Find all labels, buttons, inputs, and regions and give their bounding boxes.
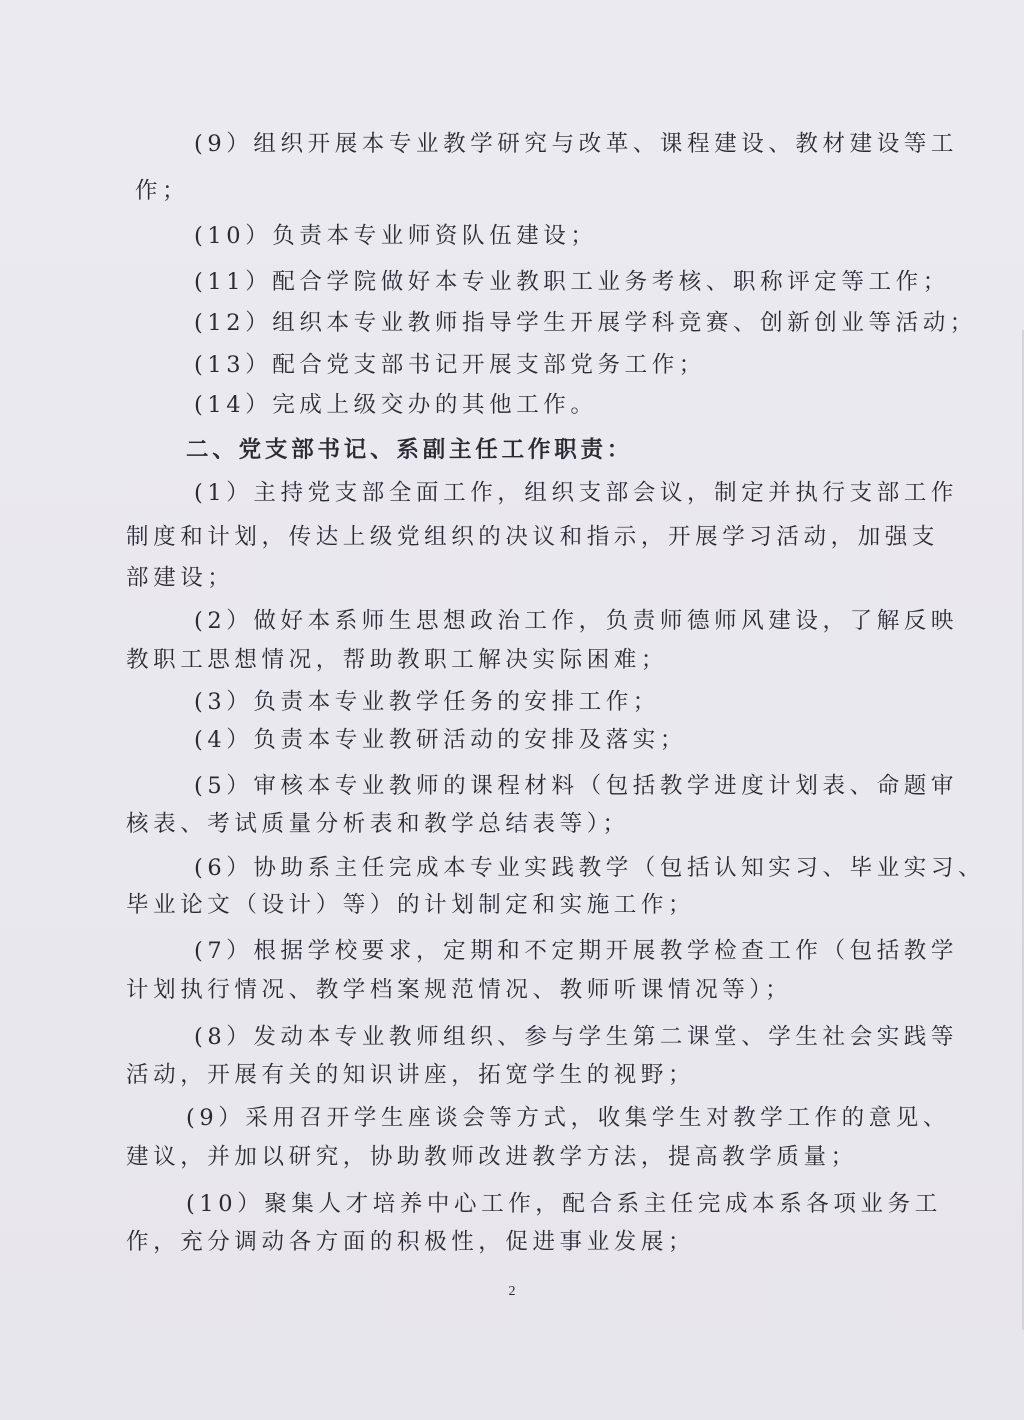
paragraph-line: (7）根据学校要求，定期和不定期开展教学检查工作（包括教学 bbox=[194, 938, 958, 964]
paragraph-line: 毕业论文（设计）等）的计划制定和实施工作； bbox=[126, 892, 696, 918]
paragraph-line: 部建设； bbox=[126, 565, 235, 591]
paragraph-line: (13）配合党支部书记开展支部党务工作； bbox=[194, 352, 706, 378]
paragraph-line: (10）负责本专业师资队伍建设； bbox=[194, 223, 598, 249]
paragraph-line: (9）采用召开学生座谈会等方式，收集学生对教学工作的意见、 bbox=[186, 1105, 950, 1131]
paragraph-line: (10）聚集人才培养中心工作，配合系主任完成本系各项业务工 bbox=[186, 1191, 942, 1217]
paragraph-line: (8）发动本专业教师组织、参与学生第二课堂、学生社会实践等 bbox=[194, 1024, 958, 1050]
paragraph-line: (2）做好本系师生思想政治工作，负责师德师风建设，了解反映 bbox=[194, 608, 958, 634]
paragraph-line: (4）负责本专业教研活动的安排及落实； bbox=[194, 727, 687, 753]
paragraph-line: (6）协助系主任完成本专业实践教学（包括认知实习、毕业实习、 bbox=[194, 855, 986, 881]
paragraph-line: 教职工思想情况，帮助教职工解决实际困难； bbox=[126, 647, 669, 673]
paragraph-line: (12）组织本专业教师指导学生开展学科竞赛、创新创业等活动； bbox=[194, 310, 977, 336]
paragraph-line: 作，充分调动各方面的积极性，促进事业发展； bbox=[126, 1229, 696, 1255]
paragraph-line: 活动，开展有关的知识讲座，拓宽学生的视野； bbox=[126, 1062, 696, 1088]
paragraph-line: (9）组织开展本专业教学研究与改革、课程建设、教材建设等工 bbox=[194, 131, 958, 157]
page-number: 2 bbox=[508, 1284, 516, 1299]
paragraph-line: (5）审核本专业教师的课程材料（包括教学进度计划表、命题审 bbox=[194, 773, 958, 799]
paragraph-line: 作； bbox=[135, 178, 190, 204]
paragraph-line: 建议，并加以研究，协助教师改进教学方法，提高教学质量； bbox=[126, 1144, 858, 1170]
paragraph-line: (1）主持党支部全面工作，组织支部会议，制定并执行支部工作 bbox=[194, 480, 958, 506]
paragraph-line: (3）负责本专业教学任务的安排工作； bbox=[194, 689, 660, 715]
section-heading: 二、党支部书记、系副主任工作职责： bbox=[186, 437, 634, 463]
paragraph-line: 计划执行情况、教学档案规范情况、教师听课情况等）； bbox=[126, 977, 793, 1003]
paragraph-line: (11）配合学院做好本专业教职工业务考核、职称评定等工作； bbox=[194, 269, 950, 295]
paragraph-line: 制度和计划，传达上级党组织的决议和指示，开展学习活动，加强支 bbox=[126, 524, 940, 550]
paragraph-line: 核表、考试质量分析表和教学总结表等）； bbox=[126, 811, 630, 837]
paragraph-line: (14）完成上级交办的其他工作。 bbox=[194, 392, 598, 418]
